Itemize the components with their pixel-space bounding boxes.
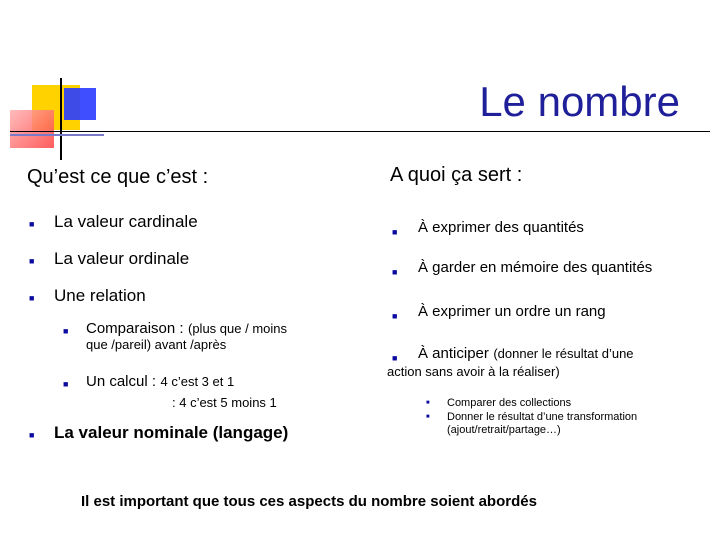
right-item-order: À exprimer un ordre un rang [418, 303, 606, 320]
left-item-relation: Une relation [54, 286, 146, 305]
calculation-text: 4 c’est 3 et 1 [160, 374, 235, 389]
calculation-label: Un calcul : [86, 373, 157, 390]
bullet-icon: ■ [392, 227, 398, 237]
bullet-icon: ■ [29, 430, 35, 440]
left-item-nominal: La valeur nominale (langage) [54, 423, 289, 442]
comparison-text-continued: que /pareil) avant /après [86, 337, 227, 352]
anticipate-label: À anticiper [418, 345, 489, 362]
right-item-quantities: À exprimer des quantités [418, 219, 584, 236]
decor-red-square [10, 110, 54, 148]
title-underline [10, 131, 710, 132]
comparison-text: (plus que / moins [188, 321, 287, 336]
left-subitem-comparison [86, 320, 287, 338]
calculation-text-continued: : 4 c’est 5 moins 1 [172, 395, 277, 410]
bullet-icon: ■ [29, 293, 35, 303]
right-subitem-transformation: Donner le résultat d’une transformation [447, 411, 638, 423]
page-title: Le nombre [479, 78, 680, 125]
bullet-icon: ■ [392, 311, 398, 321]
left-heading: Qu’est ce que c’est : [27, 166, 209, 188]
decor-vertical-line [60, 78, 62, 160]
anticipate-text-continued: action sans avoir à la réaliser) [387, 364, 560, 379]
bullet-icon: ■ [426, 400, 430, 406]
left-item-cardinal: La valeur cardinale [54, 212, 198, 231]
right-item-memory: À garder en mémoire des quantités [418, 259, 653, 276]
bullet-icon: ■ [29, 256, 35, 266]
right-heading: A quoi ça sert : [390, 164, 523, 186]
left-subitem-calculation [86, 373, 234, 391]
bullet-icon: ■ [29, 219, 35, 229]
decor-blue-square [64, 88, 96, 120]
bullet-icon: ■ [63, 326, 69, 336]
right-item-anticipate [418, 345, 634, 363]
bullet-icon: ■ [392, 353, 398, 363]
bullet-icon: ■ [392, 267, 398, 277]
right-subitem-transformation-detail: (ajout/retrait/partage…) [447, 424, 561, 436]
left-item-ordinal: La valeur ordinale [54, 249, 190, 268]
right-subitem-compare: Comparer des collections [447, 397, 572, 409]
bullet-icon: ■ [63, 379, 69, 389]
bullet-icon: ■ [426, 414, 430, 420]
anticipate-text: (donner le résultat d’une [493, 346, 634, 361]
decor-underline-accent [10, 134, 104, 136]
footer-note: Il est important que tous ces aspects du nombre soient abordés [81, 493, 537, 510]
comparison-label: Comparaison : [86, 320, 184, 337]
